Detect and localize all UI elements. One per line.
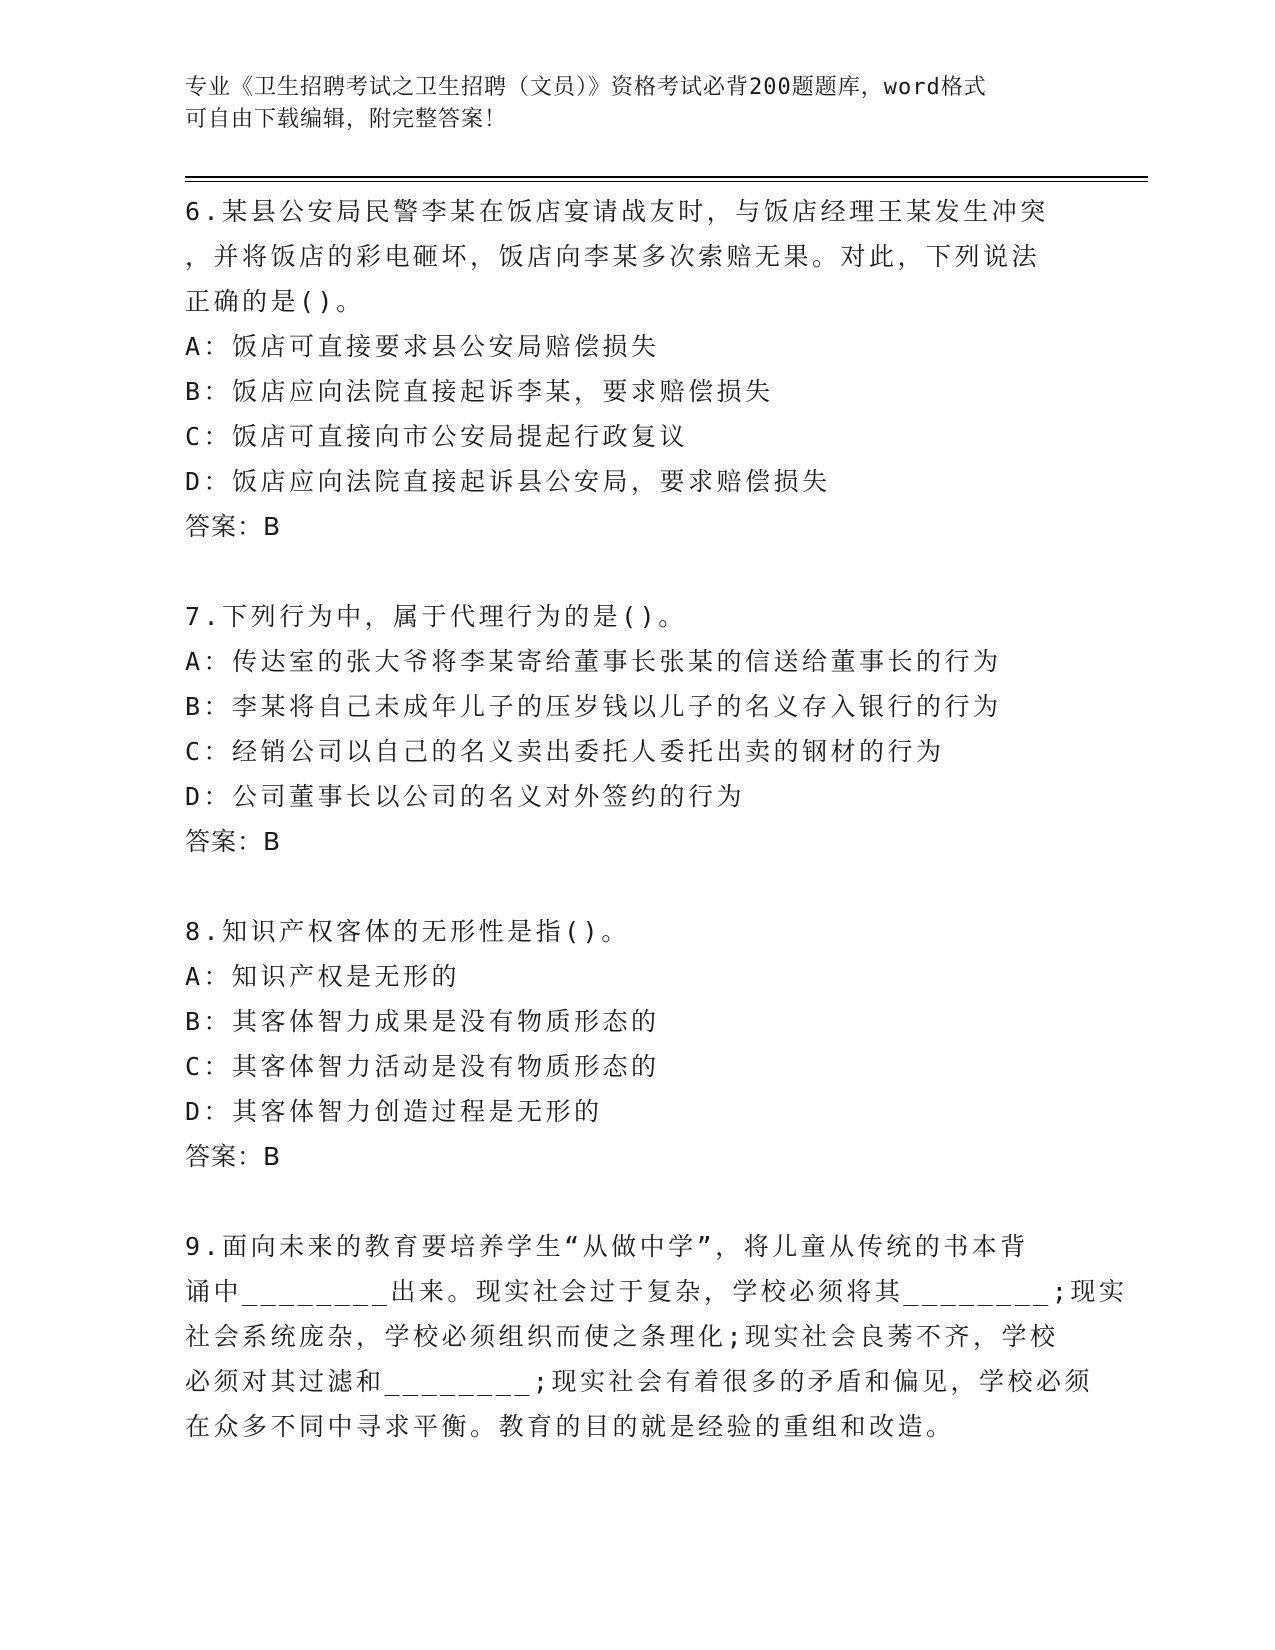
option-a: A：知识产权是无形的: [185, 962, 461, 991]
question-9: [185, 1224, 1128, 1449]
answer-label: 答案：B: [185, 1142, 282, 1171]
answer-label: 答案：B: [185, 512, 282, 541]
option-d: D：其客体智力创造过程是无形的: [185, 1097, 603, 1126]
question-stem-line: 9.面向未来的教育要培养学生“从做中学”，将儿童从传统的书本背: [185, 1232, 1029, 1261]
header-divider-thick: [185, 176, 1148, 178]
question-stem-line: 诵中________出来。现实社会过于复杂，学校必须将其________;现实: [185, 1277, 1128, 1306]
question-stem-line: 8.知识产权客体的无形性是指()。: [185, 917, 630, 946]
question-stem-line: 7.下列行为中，属于代理行为的是()。: [185, 602, 687, 631]
question-stem-line: 社会系统庞杂，学校必须组织而使之条理化;现实社会良莠不齐，学校: [185, 1322, 1059, 1351]
option-a: A：传达室的张大爷将李某寄给董事长张某的信送给董事长的行为: [185, 647, 1002, 676]
question-stem-line: 6.某县公安局民警李某在饭店宴请战友时，与饭店经理王某发生冲突: [185, 197, 1049, 226]
question-stem-line: 正确的是()。: [185, 287, 365, 316]
answer-label: 答案：B: [185, 827, 282, 856]
header-title-line-2: 可自由下载编辑，附完整答案！: [185, 107, 508, 132]
question-8: [185, 909, 1085, 1179]
option-b: B：饭店应向法院直接起诉李某，要求赔偿损失: [185, 377, 774, 406]
question-7: [185, 594, 1085, 864]
option-c: C：其客体智力活动是没有物质形态的: [185, 1052, 660, 1081]
option-c: C：经销公司以自己的名义卖出委托人委托出卖的钢材的行为: [185, 737, 945, 766]
question-list: [185, 189, 1128, 1494]
option-d: D：饭店应向法院直接起诉县公安局，要求赔偿损失: [185, 467, 831, 496]
question-stem-line: 必须对其过滤和________;现实社会有着很多的矛盾和偏见，学校必须: [185, 1367, 1093, 1396]
question-stem-line: 在众多不同中寻求平衡。教育的目的就是经验的重组和改造。: [185, 1412, 955, 1441]
header-title-line-1: 专业《卫生招聘考试之卫生招聘（文员）》资格考试必背200题题库，word格式: [185, 75, 987, 100]
header-divider-thin: [185, 181, 1148, 182]
option-c: C：饭店可直接向市公安局提起行政复议: [185, 422, 689, 451]
option-b: B：李某将自己未成年儿子的压岁钱以儿子的名义存入银行的行为: [185, 692, 1002, 721]
option-a: A：饭店可直接要求县公安局赔偿损失: [185, 332, 660, 361]
question-6: [185, 189, 1085, 549]
document-header: [185, 72, 1065, 136]
option-d: D：公司董事长以公司的名义对外签约的行为: [185, 782, 746, 811]
option-b: B：其客体智力成果是没有物质形态的: [185, 1007, 660, 1036]
question-stem-line: ，并将饭店的彩电砸坏，饭店向李某多次索赔无果。对此，下列说法: [185, 242, 1041, 271]
